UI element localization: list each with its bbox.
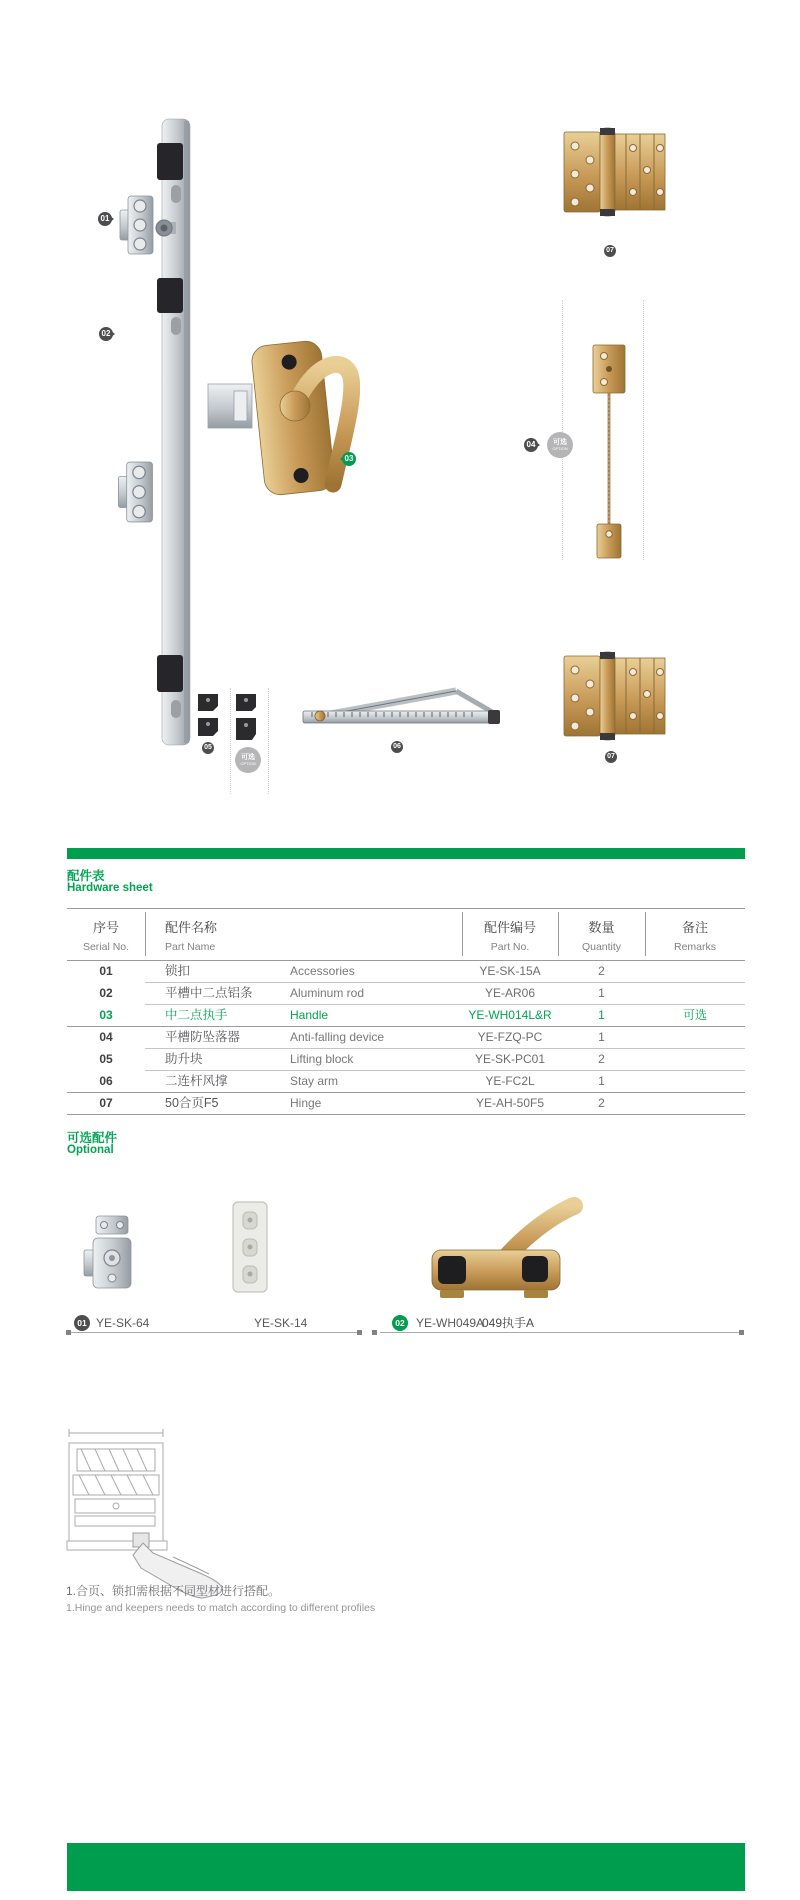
col-serial-cn: 序号 [92,920,119,935]
label-divider-line [380,1332,742,1333]
optional-keeper-sk64-image [82,1212,144,1294]
optional-handle-wh049a-image [418,1178,593,1310]
col-serial-en: Serial No. [82,941,130,953]
callout-03-label: 03 [344,454,354,463]
sheet-title-cn: 配件表 [67,869,105,883]
col-name-en: Part Name [165,941,216,953]
divider-endpoint [372,1330,377,1335]
callout-04-label: 04 [526,440,536,449]
cell-name-cn: 50合页F5 [165,1096,219,1110]
col-partno-cn: 配件编号 [483,920,536,935]
table-row [67,982,745,1004]
cell-divider-line [268,688,269,794]
cell-name-cn: 二连杆风撑 [165,1074,228,1088]
optional-keeper-sk14-image [226,1200,274,1294]
cell-qty: 2 [598,1052,605,1066]
optional-badge-cn: 可选 [553,439,567,446]
optional-badge-en: OPTION [552,446,568,451]
hardware-sheet-table [67,908,745,1114]
optional-title-cn: 可选配件 [67,1131,118,1145]
cell-name-cn: 中二点执手 [165,1008,228,1022]
cell-name-cn: 平槽中二点铝条 [165,986,253,1000]
table-row [67,1070,745,1092]
optional-item-label: YE-SK-64 [96,1316,150,1330]
col-qty-en: Quantity [581,941,622,953]
cell-name-en: Accessories [290,964,355,978]
cell-divider-line [562,300,563,560]
lifting-block-image [195,692,223,740]
note-cn: 1.合页、锁扣需根据不同型材进行搭配。 [66,1584,281,1598]
table-row [67,960,745,982]
optional-callout-01 [74,1315,90,1331]
callout-07-bottom [605,751,617,763]
callout-01-label: 01 [100,214,110,223]
optional-item-label: YE-SK-14 [254,1316,308,1330]
cell-partno: YE-AR06 [484,986,536,1000]
callout-04 [524,438,538,452]
stay-arm-image [298,682,503,730]
optional-callout-02-label: 02 [395,1318,405,1328]
divider-endpoint [357,1330,362,1335]
optional-callout-01-label: 01 [77,1318,87,1328]
cell-qty: 1 [598,1008,605,1022]
optional-badge-en: OPTION [240,761,256,766]
cell-qty: 1 [598,986,605,1000]
divider-endpoint [66,1330,71,1335]
table-border [67,908,745,909]
optional-badge [235,747,261,773]
callout-02-label: 02 [101,329,111,338]
callout-07-label: 07 [607,753,615,760]
col-partno-en: Part No. [490,941,530,953]
cell-name-en: Lifting block [290,1052,354,1066]
optional-callout-02 [392,1315,408,1331]
callout-06-label: 06 [393,743,401,750]
hinge-image-bottom [562,650,666,742]
handle-image [200,288,360,513]
col-name-cn: 配件名称 [165,920,218,935]
cell-remark: 可选 [682,1008,707,1022]
cell-qty: 1 [598,1074,605,1088]
col-qty-cn: 数量 [588,920,615,935]
col-remarks-cn: 备注 [681,920,708,935]
cell-partno: YE-AH-50F5 [475,1096,545,1110]
cell-name-en: Aluminum rod [290,986,365,1000]
cell-serial: 03 [99,1008,113,1022]
table-border [67,1114,745,1115]
cell-partno: YE-SK-15A [479,964,541,978]
table-row [67,1092,745,1114]
cell-serial: 07 [99,1096,113,1110]
cell-serial: 01 [99,964,113,978]
col-remarks-en: Remarks [673,941,716,953]
cell-qty: 1 [598,1030,605,1044]
cell-divider-line [643,300,644,560]
cell-name-en: Anti-falling device [290,1030,385,1044]
cell-name-cn: 锁扣 [165,964,191,978]
cell-qty: 2 [598,964,605,978]
callout-07-top [604,245,616,257]
label-divider-line [68,1332,362,1333]
table-row [67,1048,745,1070]
sheet-title-en: Hardware sheet [67,882,153,894]
callout-07-label: 07 [606,247,614,254]
footer-bar [67,1843,745,1891]
callout-01 [98,212,112,226]
optional-badge-cn: 可选 [241,754,255,761]
table-row [67,1026,745,1048]
cell-name-cn: 平槽防坠落器 [165,1030,241,1044]
cell-partno: YE-FZQ-PC [477,1030,543,1044]
cell-serial: 06 [99,1074,113,1088]
cell-partno: YE-WH014L&R [468,1008,552,1022]
cell-name-en: Hinge [290,1096,322,1110]
keeper-image-top [118,194,158,256]
optional-item-label: YE-WH049A [416,1316,485,1330]
hinge-image-top [562,126,666,218]
cell-partno: YE-FC2L [485,1074,535,1088]
callout-02 [99,327,113,341]
callout-05 [202,742,214,754]
cell-name-en: Handle [290,1008,329,1022]
cell-qty: 2 [598,1096,605,1110]
lifting-block-optional-image [234,692,260,742]
anti-falling-device-image [588,340,632,562]
cell-name-cn: 助升块 [165,1052,203,1066]
table-header-divider [145,912,146,956]
optional-title-en: Optional [67,1144,114,1156]
callout-03 [342,452,356,466]
cell-serial: 05 [99,1052,113,1066]
cell-divider-line [230,688,231,794]
lock-bar-image [153,115,201,749]
cell-partno: YE-SK-PC01 [474,1052,546,1066]
optional-item-label-cn: 049执手A [482,1316,535,1330]
divider-endpoint [739,1330,744,1335]
optional-badge [547,432,573,458]
section-separator-bar [67,848,745,859]
cell-serial: 04 [99,1030,113,1044]
note-en: 1.Hinge and keepers needs to match according to different profiles [66,1602,376,1614]
table-row-highlighted [67,1004,745,1026]
cell-name-en: Stay arm [290,1074,339,1088]
profile-section-drawing [55,1415,225,1600]
callout-05-label: 05 [204,744,212,751]
cell-serial: 02 [99,986,113,1000]
keeper-image-bottom [116,460,158,524]
callout-06 [391,741,403,753]
